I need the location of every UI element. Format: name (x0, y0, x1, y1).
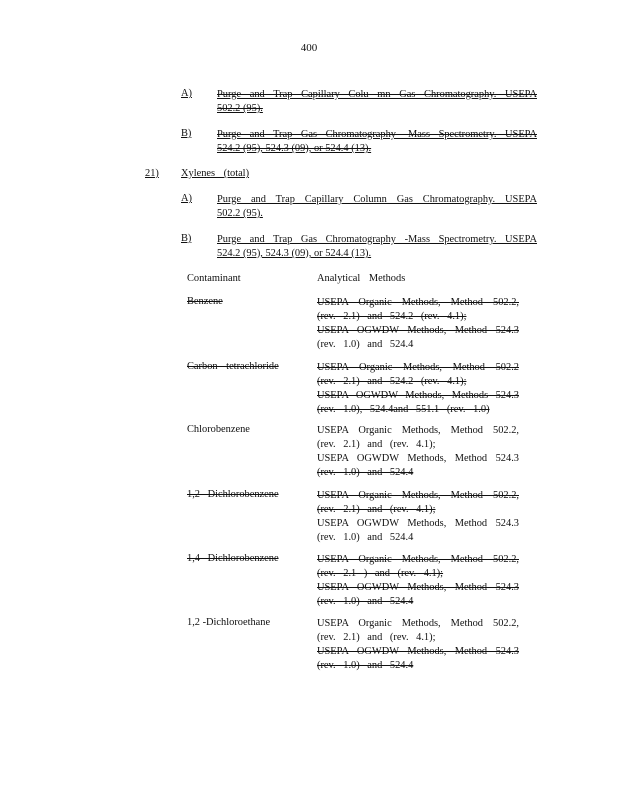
method-line: USEPA OGWDW Methods, Method 524.3 (317, 453, 519, 464)
method-line: (rev. 2.1) and (rev. 4.1); (317, 632, 436, 643)
method-line: USEPA Organic Methods, Method 502.2, (317, 425, 519, 436)
method-line: (rev. 1.0) and 524.4 (317, 467, 414, 478)
sub-item-label: A) (181, 88, 192, 99)
sub-item-line: Purge and Trap Gas Chromatography -Mass Spectrometry. USEPA (217, 129, 537, 140)
sub-item-line: 502.2 (95). (217, 208, 263, 219)
table-row-methods (317, 424, 519, 480)
method-line: (rev. 1.0), 524.4and 551.1 (rev. 1.0) (317, 404, 490, 415)
method-line: (rev. 1.0) and 524.4 (317, 339, 414, 350)
sub-item-label: B) (181, 128, 192, 139)
table-row-methods (317, 553, 519, 609)
sub-item-line: Purge and Trap Gas Chromatography -Mass Spectrometry. USEPA (217, 234, 537, 245)
table-row-contaminant: 1,2 Dichlorobenzene (187, 489, 279, 500)
method-line: (rev. 2.1) and 524.2 (rev. 4.1); (317, 376, 467, 387)
table-row-contaminant: 1,2 -Dichloroethane (187, 617, 271, 628)
page-number: 400 (300, 42, 318, 54)
method-line: USEPA OGWDW Methods, Method 524.3 (317, 518, 519, 529)
sub-item-label: A) (181, 193, 192, 204)
method-line: (rev. 2.1) and (rev. 4.1); (317, 439, 436, 450)
method-line: USEPA Organic Methods, Method 502.2 (317, 362, 519, 373)
method-line: (rev. 2.1) and (rev. 4.1); (317, 504, 436, 515)
method-line: USEPA OGWDW Methods, Method 524.3 (317, 582, 519, 593)
table-row-contaminant: Carbon tetrachloride (187, 361, 279, 372)
sub-item-text (217, 88, 537, 116)
sub-item-text (217, 233, 537, 261)
method-line: USEPA OGWDW Methods, Methods 524.3 (317, 390, 519, 401)
table-row-methods (317, 489, 519, 545)
method-line: (rev. 1.0) and 524.4 (317, 596, 414, 607)
method-line: (rev. 2.1 ) and (rev. 4.1); (317, 568, 444, 579)
sub-item-line: 502.2 (95). (217, 103, 263, 114)
sub-item-line: 524.2 (95), 524.3 (09), or 524.4 (13). (217, 143, 372, 154)
table-row-methods (317, 296, 519, 352)
table-header-methods: Analytical Methods (317, 273, 406, 284)
method-line: (rev. 2.1) and 524.2 (rev. 4.1); (317, 311, 467, 322)
sub-item-line: Purge and Trap Capillary Column Gas Chromatography. USEPA (217, 194, 537, 205)
sub-item-line: Purge and Trap Capillary Colu mn Gas Chromatography. USEPA (217, 89, 537, 100)
sub-item-text (217, 193, 537, 221)
table-row-contaminant: 1,4 Dichlorobenzene (187, 553, 279, 564)
table-row-contaminant: Chlorobenzene (187, 424, 250, 435)
method-line: USEPA OGWDW Methods, Method 524.3 (317, 646, 519, 657)
method-line: USEPA Organic Methods, Method 502.2, (317, 490, 519, 501)
item-number: 21) (145, 168, 159, 179)
method-line: (rev. 1.0) and 524.4 (317, 660, 414, 671)
table-row-methods (317, 617, 519, 673)
method-line: USEPA Organic Methods, Method 502.2, (317, 554, 519, 565)
method-line: USEPA OGWDW Methods, Method 524.3 (317, 325, 519, 336)
table-row-contaminant: Benzene (187, 296, 223, 307)
method-line: USEPA Organic Methods, Method 502.2, (317, 297, 519, 308)
sub-item-line: 524.2 (95), 524.3 (09), or 524.4 (13). (217, 248, 372, 259)
table-header-contaminant: Contaminant (187, 273, 241, 284)
method-line: USEPA Organic Methods, Method 502.2, (317, 618, 519, 629)
sub-item-label: B) (181, 233, 192, 244)
table-row-methods (317, 361, 519, 417)
sub-item-text (217, 128, 537, 156)
item-title: Xylenes (total) (181, 168, 250, 179)
method-line: (rev. 1.0) and 524.4 (317, 532, 414, 543)
